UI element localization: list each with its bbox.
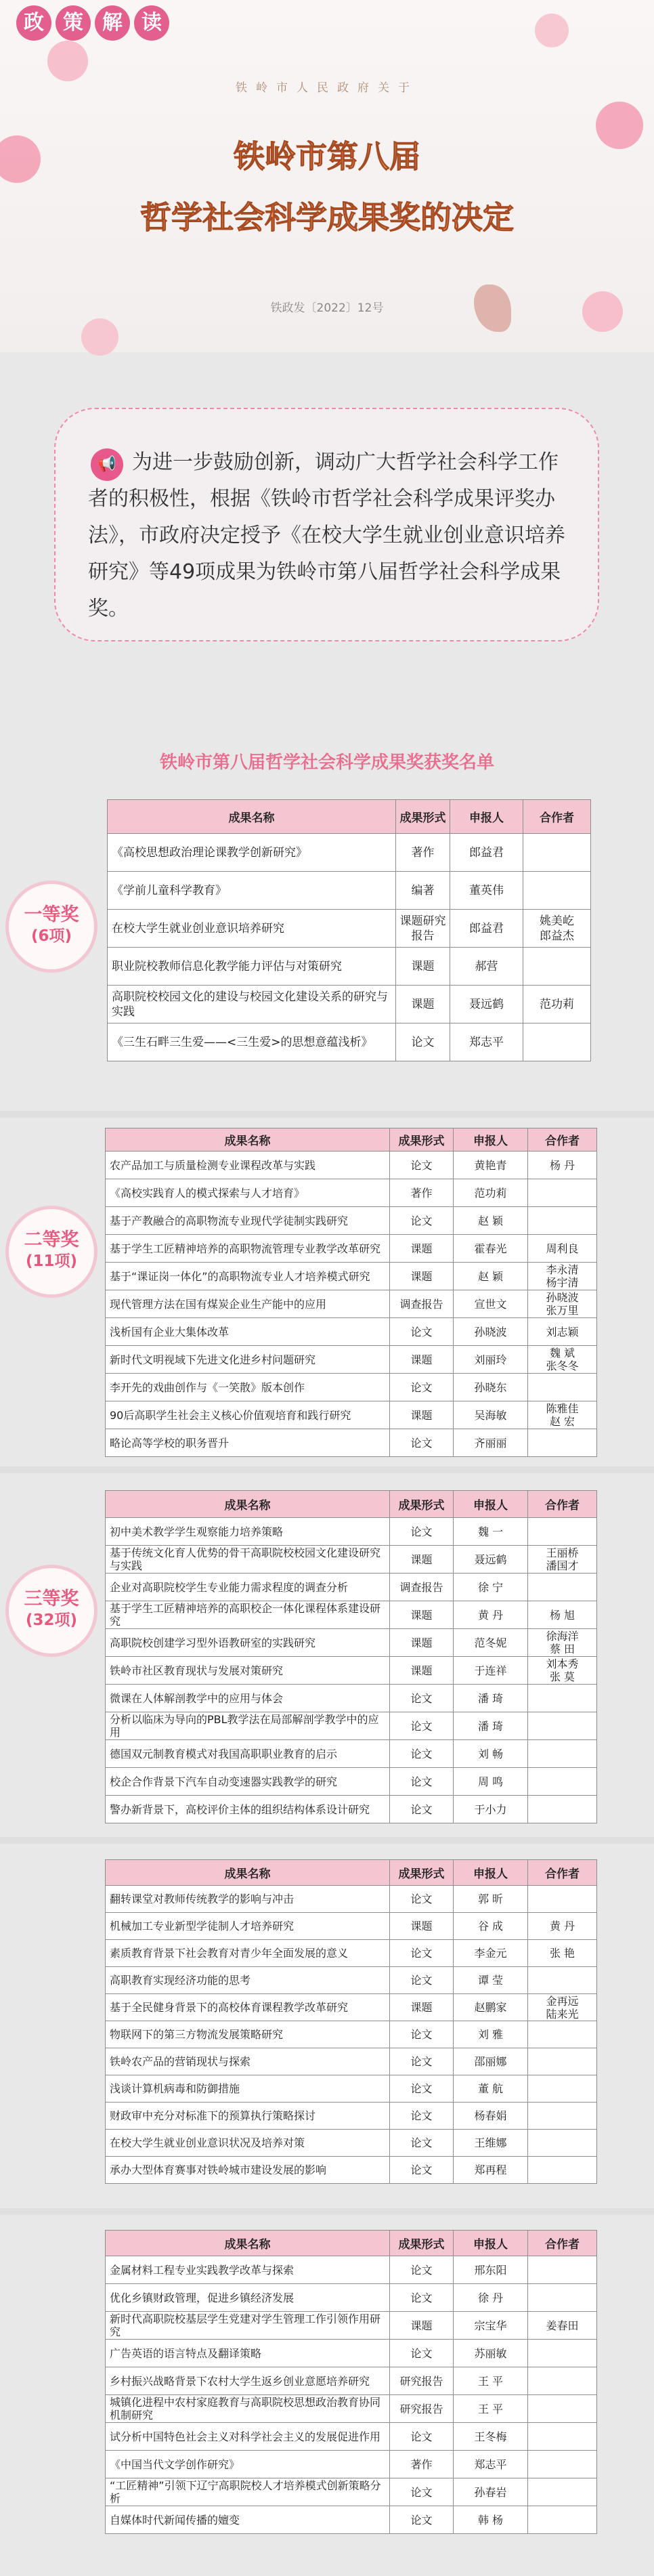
cell-title: 职业院校教师信息化教学能力评估与对策研究 (108, 948, 396, 986)
cell-collaborator: 杨 丹 (528, 1152, 597, 1179)
cell-title: 《高校思想政治理论课教学创新研究》 (108, 834, 396, 872)
cell-title: 机械加工专业新型学徒制人才培养研究 (106, 1913, 390, 1940)
table-row (106, 1796, 597, 1823)
cell-type: 论文 (390, 2075, 454, 2103)
table-row (106, 1913, 597, 1940)
cell-title: 自媒体时代新闻传播的嬗变 (106, 2506, 390, 2534)
section-divider (0, 1837, 654, 1844)
cell-applicant: 杨春娟 (454, 2103, 528, 2130)
cell-collaborator: 姚美屹 郎益杰 (523, 910, 591, 948)
cell-applicant: 郎益君 (450, 910, 523, 948)
intro-text: 为进一步鼓励创新，调动广大哲学社会科学工作者的积极性，根据《铁岭市哲学社会科学成果评奖办法》，市政府决定授予《在校大学生就业创业意识培养研究》等49项成果为铁岭市第八届哲学社会科学成果奖。 (88, 450, 565, 620)
cell-collaborator: 张 艳 (528, 1940, 597, 1967)
list-title: 铁岭市第八届哲学社会科学成果奖获奖名单 (159, 753, 494, 773)
cell-type: 论文 (390, 1768, 454, 1796)
cell-type: 论文 (390, 1374, 454, 1401)
column-header: 合作者 (528, 1860, 597, 1886)
cell-applicant: 聂远鹤 (450, 986, 523, 1023)
cell-collaborator: 黄 丹 (528, 1913, 597, 1940)
cell-applicant: 董 航 (454, 2075, 528, 2103)
cell-type: 课题 (390, 1235, 454, 1263)
cell-applicant: 潘 琦 (454, 1685, 528, 1712)
cell-type: 论文 (390, 2048, 454, 2075)
cell-title: 新时代高职院校基层学生党建对学生管理工作引领作用研究 (106, 2312, 390, 2340)
table-row (108, 872, 591, 910)
second-prize-count: (11项) (25, 1252, 78, 1270)
first-prize-count: (6项) (30, 927, 72, 945)
cell-title: 高职院校创建学习型外语教研室的实践研究 (106, 1629, 390, 1657)
table-row (106, 1290, 597, 1318)
first-prize-table (107, 799, 591, 1061)
cell-title: 在校大学生就业创业意识状况及培养对策 (106, 2130, 390, 2157)
pre-title: 铁岭市人民政府关于 (236, 81, 418, 95)
cell-type: 著作 (396, 834, 450, 872)
table-row (106, 1657, 597, 1685)
table-row (106, 2157, 597, 2184)
cell-title: 乡村振兴战略背景下农村大学生返乡创业意愿培养研究 (106, 2367, 390, 2395)
column-header: 成果名称 (106, 1860, 390, 1886)
cell-applicant: 郑志平 (450, 1023, 523, 1061)
cell-applicant: 郑志平 (454, 2451, 528, 2478)
cell-applicant: 于连祥 (454, 1657, 528, 1685)
cell-type: 论文 (390, 1796, 454, 1823)
cell-collaborator (528, 2256, 597, 2284)
cell-collaborator (528, 1967, 597, 1994)
cell-applicant: 聂远鹤 (454, 1546, 528, 1574)
cell-title: 翻转课堂对教师传统教学的影响与冲击 (106, 1886, 390, 1913)
cell-title: 基于学生工匠精神培养的高职校企一体化课程体系建设研究 (106, 1601, 390, 1629)
table-row (106, 1346, 597, 1374)
table-row (108, 1023, 591, 1061)
cell-applicant: 刘 雅 (454, 2021, 528, 2048)
cell-type: 课题 (390, 2312, 454, 2340)
cell-title: 《高校实践育人的模式探索与人才培育》 (106, 1179, 390, 1207)
cell-collaborator (523, 834, 591, 872)
column-header: 成果形式 (390, 1491, 454, 1518)
cell-type: 课题 (390, 1629, 454, 1657)
table-row (106, 1235, 597, 1263)
cell-applicant: 赵 颖 (454, 1263, 528, 1290)
third-prize-table-2 (105, 1859, 597, 2184)
cell-type: 论文 (390, 2130, 454, 2157)
table-row (106, 2103, 597, 2130)
cell-applicant: 齐丽丽 (454, 1429, 528, 1457)
cell-applicant: 邢东阳 (454, 2256, 528, 2284)
table-row (106, 2048, 597, 2075)
cell-title: 《三生石畔三生爱——<三生爱>的思想意蕴浅析》 (108, 1023, 396, 1061)
cell-type: 论文 (390, 1207, 454, 1235)
table-row (106, 1940, 597, 1967)
cell-collaborator (528, 2340, 597, 2367)
cell-applicant: 黄艳青 (454, 1152, 528, 1179)
table-row (106, 2075, 597, 2103)
cell-title: 基于全民健身背景下的高校体育课程教学改革研究 (106, 1994, 390, 2021)
megaphone-icon: 📢 (91, 448, 123, 481)
column-header: 合作者 (523, 800, 591, 834)
header-banner (0, 0, 654, 352)
cell-type: 编著 (396, 872, 450, 910)
cell-title: 高职院校校园文化的建设与校园文化建设关系的研究与实践 (108, 986, 396, 1023)
cell-applicant: 苏丽敏 (454, 2340, 528, 2367)
cell-type: 论文 (390, 2284, 454, 2312)
cell-type: 论文 (390, 1318, 454, 1346)
table-row (108, 910, 591, 948)
title-line-2: 哲学社会科学成果奖的决定 (140, 199, 514, 236)
cell-applicant: 邵丽娜 (454, 2048, 528, 2075)
cell-applicant: 宣世文 (454, 1290, 528, 1318)
cell-type: 论文 (390, 1152, 454, 1179)
table-row (108, 948, 591, 986)
cell-applicant: 郝营 (450, 948, 523, 986)
cell-applicant: 吴海敏 (454, 1401, 528, 1429)
document-number: 铁政发〔2022〕12号 (270, 301, 384, 315)
cell-title: 广告英语的语言特点及翻译策略 (106, 2340, 390, 2367)
cell-collaborator (528, 2506, 597, 2534)
cell-collaborator: 王丽桥 潘国才 (528, 1546, 597, 1574)
cell-applicant: 谭 莹 (454, 1967, 528, 1994)
cell-title: 浅谈计算机病毒和防御措施 (106, 2075, 390, 2103)
cell-title: 铁岭农产品的营销现状与探索 (106, 2048, 390, 2075)
cell-title: 微课在人体解剖教学中的应用与体会 (106, 1685, 390, 1712)
cell-type: 论文 (390, 2340, 454, 2367)
cell-collaborator (528, 2157, 597, 2184)
cell-collaborator: 孙晓波 张万里 (528, 1290, 597, 1318)
third-prize-table-3 (105, 2230, 597, 2534)
table-row (106, 1546, 597, 1574)
cell-type: 论文 (390, 1712, 454, 1740)
cell-type: 论文 (396, 1023, 450, 1061)
cell-title: 德国双元制教育模式对我国高职职业教育的启示 (106, 1740, 390, 1768)
cell-applicant: 霍春光 (454, 1235, 528, 1263)
section-divider (0, 1111, 654, 1118)
table-row (106, 1179, 597, 1207)
cell-collaborator (528, 1740, 597, 1768)
table-row (106, 2256, 597, 2284)
cell-collaborator (528, 2021, 597, 2048)
column-header: 成果形式 (390, 1860, 454, 1886)
table-row (106, 1429, 597, 1457)
column-header: 合作者 (528, 1491, 597, 1518)
cell-type: 课题 (390, 1601, 454, 1629)
table-row (106, 1712, 597, 1740)
cell-title: 企业对高职院校学生专业能力需求程度的调查分析 (106, 1574, 390, 1601)
flower-decoration (47, 41, 88, 81)
cell-title: 城镇化进程中农村家庭教育与高职院校思想政治教育协同机制研究 (106, 2395, 390, 2423)
cell-applicant: 徐 丹 (454, 2284, 528, 2312)
column-header: 申报人 (454, 1491, 528, 1518)
cell-applicant: 郑再程 (454, 2157, 528, 2184)
column-header: 申报人 (454, 1860, 528, 1886)
cell-collaborator: 魏 斌 张冬冬 (528, 1346, 597, 1374)
cell-applicant: 王 平 (454, 2367, 528, 2395)
cell-applicant: 王冬梅 (454, 2423, 528, 2451)
column-header: 成果名称 (106, 2231, 390, 2256)
cell-type: 课题 (390, 1657, 454, 1685)
cell-collaborator (528, 2395, 597, 2423)
cell-applicant: 赵鹏家 (454, 1994, 528, 2021)
cell-title: “工匠精神”引领下辽宁高职院校人才培养模式创新策略分析 (106, 2478, 390, 2506)
cell-applicant: 董英伟 (450, 872, 523, 910)
intro-box (54, 408, 599, 641)
cell-title: 基于“课证岗一体化”的高职物流专业人才培养模式研究 (106, 1263, 390, 1290)
cell-collaborator (523, 948, 591, 986)
table-row (108, 986, 591, 1023)
section-divider (0, 1466, 654, 1473)
table-row (106, 1685, 597, 1712)
second-prize-table (105, 1128, 597, 1457)
cell-type: 课题 (390, 1913, 454, 1940)
cell-type: 论文 (390, 2423, 454, 2451)
cell-type: 调查报告 (390, 1290, 454, 1318)
cell-collaborator (528, 2103, 597, 2130)
cell-title: 警办新背景下，高校评价主体的组织结构体系设计研究 (106, 1796, 390, 1823)
cell-collaborator (528, 1768, 597, 1796)
cell-title: 优化乡镇财政管理，促进乡镇经济发展 (106, 2284, 390, 2312)
cell-type: 论文 (390, 2021, 454, 2048)
cell-collaborator (528, 1374, 597, 1401)
cell-collaborator: 杨 旭 (528, 1601, 597, 1629)
column-header: 成果形式 (396, 800, 450, 834)
cell-collaborator (528, 2048, 597, 2075)
cell-applicant: 周 鸣 (454, 1768, 528, 1796)
table-row (106, 1740, 597, 1768)
table-row (106, 1518, 597, 1546)
cell-applicant: 刘丽玲 (454, 1346, 528, 1374)
table-row (106, 1967, 597, 1994)
cell-applicant: 王 平 (454, 2395, 528, 2423)
cell-type: 论文 (390, 1940, 454, 1967)
cell-title: 新时代文明视域下先进文化进乡村问题研究 (106, 1346, 390, 1374)
cell-type: 课题 (390, 1401, 454, 1429)
cell-title: 高职教育实现经济功能的思考 (106, 1967, 390, 1994)
cell-collaborator (528, 1796, 597, 1823)
cell-title: 校企合作背景下汽车自动变速器实践教学的研究 (106, 1768, 390, 1796)
table-row (106, 1374, 597, 1401)
table-row (106, 1994, 597, 2021)
cell-type: 著作 (390, 2451, 454, 2478)
table-row (106, 2478, 597, 2506)
cell-type: 课题 (396, 948, 450, 986)
cell-type: 课题 (390, 1263, 454, 1290)
table-row (106, 1886, 597, 1913)
cell-collaborator (528, 1685, 597, 1712)
cell-collaborator: 李永清 杨宇清 (528, 1263, 597, 1290)
cell-applicant: 刘 畅 (454, 1740, 528, 1768)
cell-collaborator (528, 1179, 597, 1207)
cell-title: 承办大型体育赛事对铁岭城市建设发展的影响 (106, 2157, 390, 2184)
cell-type: 论文 (390, 2256, 454, 2284)
cell-applicant: 孙晓波 (454, 1318, 528, 1346)
cell-collaborator: 金再远 陆来光 (528, 1994, 597, 2021)
cell-applicant: 谷 成 (454, 1913, 528, 1940)
table-row (108, 834, 591, 872)
cell-title: 《中国当代文学创作研究》 (106, 2451, 390, 2478)
cell-applicant: 郭 昕 (454, 1886, 528, 1913)
cell-applicant: 孙晓东 (454, 1374, 528, 1401)
badge-char: 读 (134, 5, 169, 41)
cell-collaborator: 陈雅佳 赵 宏 (528, 1401, 597, 1429)
cell-type: 论文 (390, 2157, 454, 2184)
cell-type: 论文 (390, 1518, 454, 1546)
cell-collaborator: 徐海洋 蔡 田 (528, 1629, 597, 1657)
cell-title: 分析以临床为导向的PBL教学法在局部解剖学教学中的应用 (106, 1712, 390, 1740)
cell-title: 略论高等学校的职务晋升 (106, 1429, 390, 1457)
cell-collaborator: 范功莉 (523, 986, 591, 1023)
column-header: 成果形式 (390, 1128, 454, 1152)
cell-collaborator (528, 2075, 597, 2103)
column-header: 合作者 (528, 1128, 597, 1152)
column-header: 成果名称 (106, 1128, 390, 1152)
third-prize-label: 三等奖 (24, 1588, 79, 1609)
cell-title: 现代管理方法在国有煤炭企业生产能中的应用 (106, 1290, 390, 1318)
cell-applicant: 徐 宁 (454, 1574, 528, 1601)
column-header: 申报人 (454, 2231, 528, 2256)
cell-type: 调查报告 (390, 1574, 454, 1601)
cell-type: 课题研究报告 (396, 910, 450, 948)
table-row (106, 2340, 597, 2367)
flower-decoration (81, 318, 118, 356)
cell-applicant: 宗宝华 (454, 2312, 528, 2340)
cell-applicant: 潘 琦 (454, 1712, 528, 1740)
column-header: 成果形式 (390, 2231, 454, 2256)
cell-collaborator (528, 1886, 597, 1913)
column-header: 申报人 (454, 1128, 528, 1152)
cell-type: 论文 (390, 1886, 454, 1913)
title-line-1: 铁岭市第八届 (234, 138, 420, 175)
table-row (106, 1401, 597, 1429)
cell-type: 论文 (390, 1740, 454, 1768)
cell-collaborator: 周利良 (528, 1235, 597, 1263)
cell-applicant: 黄 丹 (454, 1601, 528, 1629)
cell-title: 在校大学生就业创业意识培养研究 (108, 910, 396, 948)
section-divider (0, 2208, 654, 2215)
column-header: 成果名称 (106, 1491, 390, 1518)
cell-applicant: 王维娜 (454, 2130, 528, 2157)
cell-collaborator: 刘志颖 (528, 1318, 597, 1346)
cell-type: 论文 (390, 2506, 454, 2534)
cell-type: 著作 (390, 1179, 454, 1207)
cell-type: 课题 (390, 1994, 454, 2021)
cell-collaborator (523, 1023, 591, 1061)
cell-type: 论文 (390, 2478, 454, 2506)
table-row (106, 1629, 597, 1657)
cell-collaborator (528, 1712, 597, 1740)
table-row (106, 2423, 597, 2451)
cell-collaborator: 刘本秀 张 莫 (528, 1657, 597, 1685)
cell-collaborator (528, 1574, 597, 1601)
column-header: 申报人 (450, 800, 523, 834)
cell-applicant: 魏 一 (454, 1518, 528, 1546)
cell-collaborator (528, 2423, 597, 2451)
cell-applicant: 于小力 (454, 1796, 528, 1823)
cell-type: 研究报告 (390, 2367, 454, 2395)
table-row (106, 2451, 597, 2478)
badge-char: 解 (95, 5, 130, 41)
cell-title: 《学前儿童科学教育》 (108, 872, 396, 910)
cell-type: 论文 (390, 2103, 454, 2130)
cell-type: 课题 (390, 1346, 454, 1374)
table-row (106, 1207, 597, 1235)
cell-type: 课题 (396, 986, 450, 1023)
cell-title: 基于传统文化育人优势的骨干高职院校校园文化建设研究与实践 (106, 1546, 390, 1574)
cell-title: 农产品加工与质量检测专业课程改革与实践 (106, 1152, 390, 1179)
cell-type: 论文 (390, 1685, 454, 1712)
column-header: 合作者 (528, 2231, 597, 2256)
table-row (106, 1574, 597, 1601)
cell-type: 论文 (390, 1429, 454, 1457)
table-row (106, 2284, 597, 2312)
cell-applicant: 李金元 (454, 1940, 528, 1967)
table-row (106, 1318, 597, 1346)
cell-applicant: 范功莉 (454, 1179, 528, 1207)
first-prize-label: 一等奖 (24, 904, 79, 925)
table-row (106, 2021, 597, 2048)
table-row (106, 2312, 597, 2340)
first-prize-wreath (5, 881, 97, 973)
cell-collaborator: 姜春田 (528, 2312, 597, 2340)
cell-collaborator (528, 2284, 597, 2312)
table-row (106, 2395, 597, 2423)
cell-applicant: 赵 颖 (454, 1207, 528, 1235)
badge-char: 政 (16, 5, 51, 41)
cell-type: 研究报告 (390, 2395, 454, 2423)
third-prize-wreath (5, 1565, 97, 1657)
cell-title: 金属材料工程专业实践教学改革与探索 (106, 2256, 390, 2284)
cell-applicant: 范冬妮 (454, 1629, 528, 1657)
table-row (106, 1263, 597, 1290)
cell-title: 初中美术教学学生观察能力培养策略 (106, 1518, 390, 1546)
table-row (106, 1152, 597, 1179)
cell-collaborator (528, 1429, 597, 1457)
column-header: 成果名称 (108, 800, 396, 834)
cell-title: 浅析国有企业大集体改革 (106, 1318, 390, 1346)
cell-collaborator (528, 2367, 597, 2395)
third-prize-table-1 (105, 1490, 597, 1823)
cell-title: 铁岭市社区教育现状与发展对策研究 (106, 1657, 390, 1685)
cell-collaborator (523, 872, 591, 910)
cell-type: 课题 (390, 1546, 454, 1574)
table-row (106, 2130, 597, 2157)
table-row (106, 1768, 597, 1796)
second-prize-label: 二等奖 (24, 1229, 79, 1250)
third-prize-count: (32项) (25, 1611, 78, 1629)
cell-title: 物联网下的第三方物流发展策略研究 (106, 2021, 390, 2048)
cell-collaborator (528, 2478, 597, 2506)
cell-collaborator (528, 1518, 597, 1546)
cell-title: 李开先的戏曲创作与《一笑散》版本创作 (106, 1374, 390, 1401)
second-prize-wreath (5, 1206, 97, 1298)
cell-title: 试分析中国特色社会主义对科学社会主义的发展促进作用 (106, 2423, 390, 2451)
flower-decoration (535, 14, 569, 47)
cell-title: 基于产教融合的高职物流专业现代学徒制实践研究 (106, 1207, 390, 1235)
cell-collaborator (528, 2130, 597, 2157)
cell-title: 基于学生工匠精神培养的高职物流管理专业教学改革研究 (106, 1235, 390, 1263)
cell-type: 论文 (390, 1967, 454, 1994)
cell-title: 素质教育背景下社会教育对青少年全面发展的意义 (106, 1940, 390, 1967)
badge-char: 策 (56, 5, 91, 41)
cell-collaborator (528, 1207, 597, 1235)
table-row (106, 2367, 597, 2395)
table-row (106, 1601, 597, 1629)
cell-title: 90后高职学生社会主义核心价值观培育和践行研究 (106, 1401, 390, 1429)
cell-applicant: 孙春岩 (454, 2478, 528, 2506)
cell-collaborator (528, 2451, 597, 2478)
cell-title: 财政审中充分对标准下的预算执行策略探讨 (106, 2103, 390, 2130)
cell-applicant: 郎益君 (450, 834, 523, 872)
cell-applicant: 韩 杨 (454, 2506, 528, 2534)
table-row (106, 2506, 597, 2534)
